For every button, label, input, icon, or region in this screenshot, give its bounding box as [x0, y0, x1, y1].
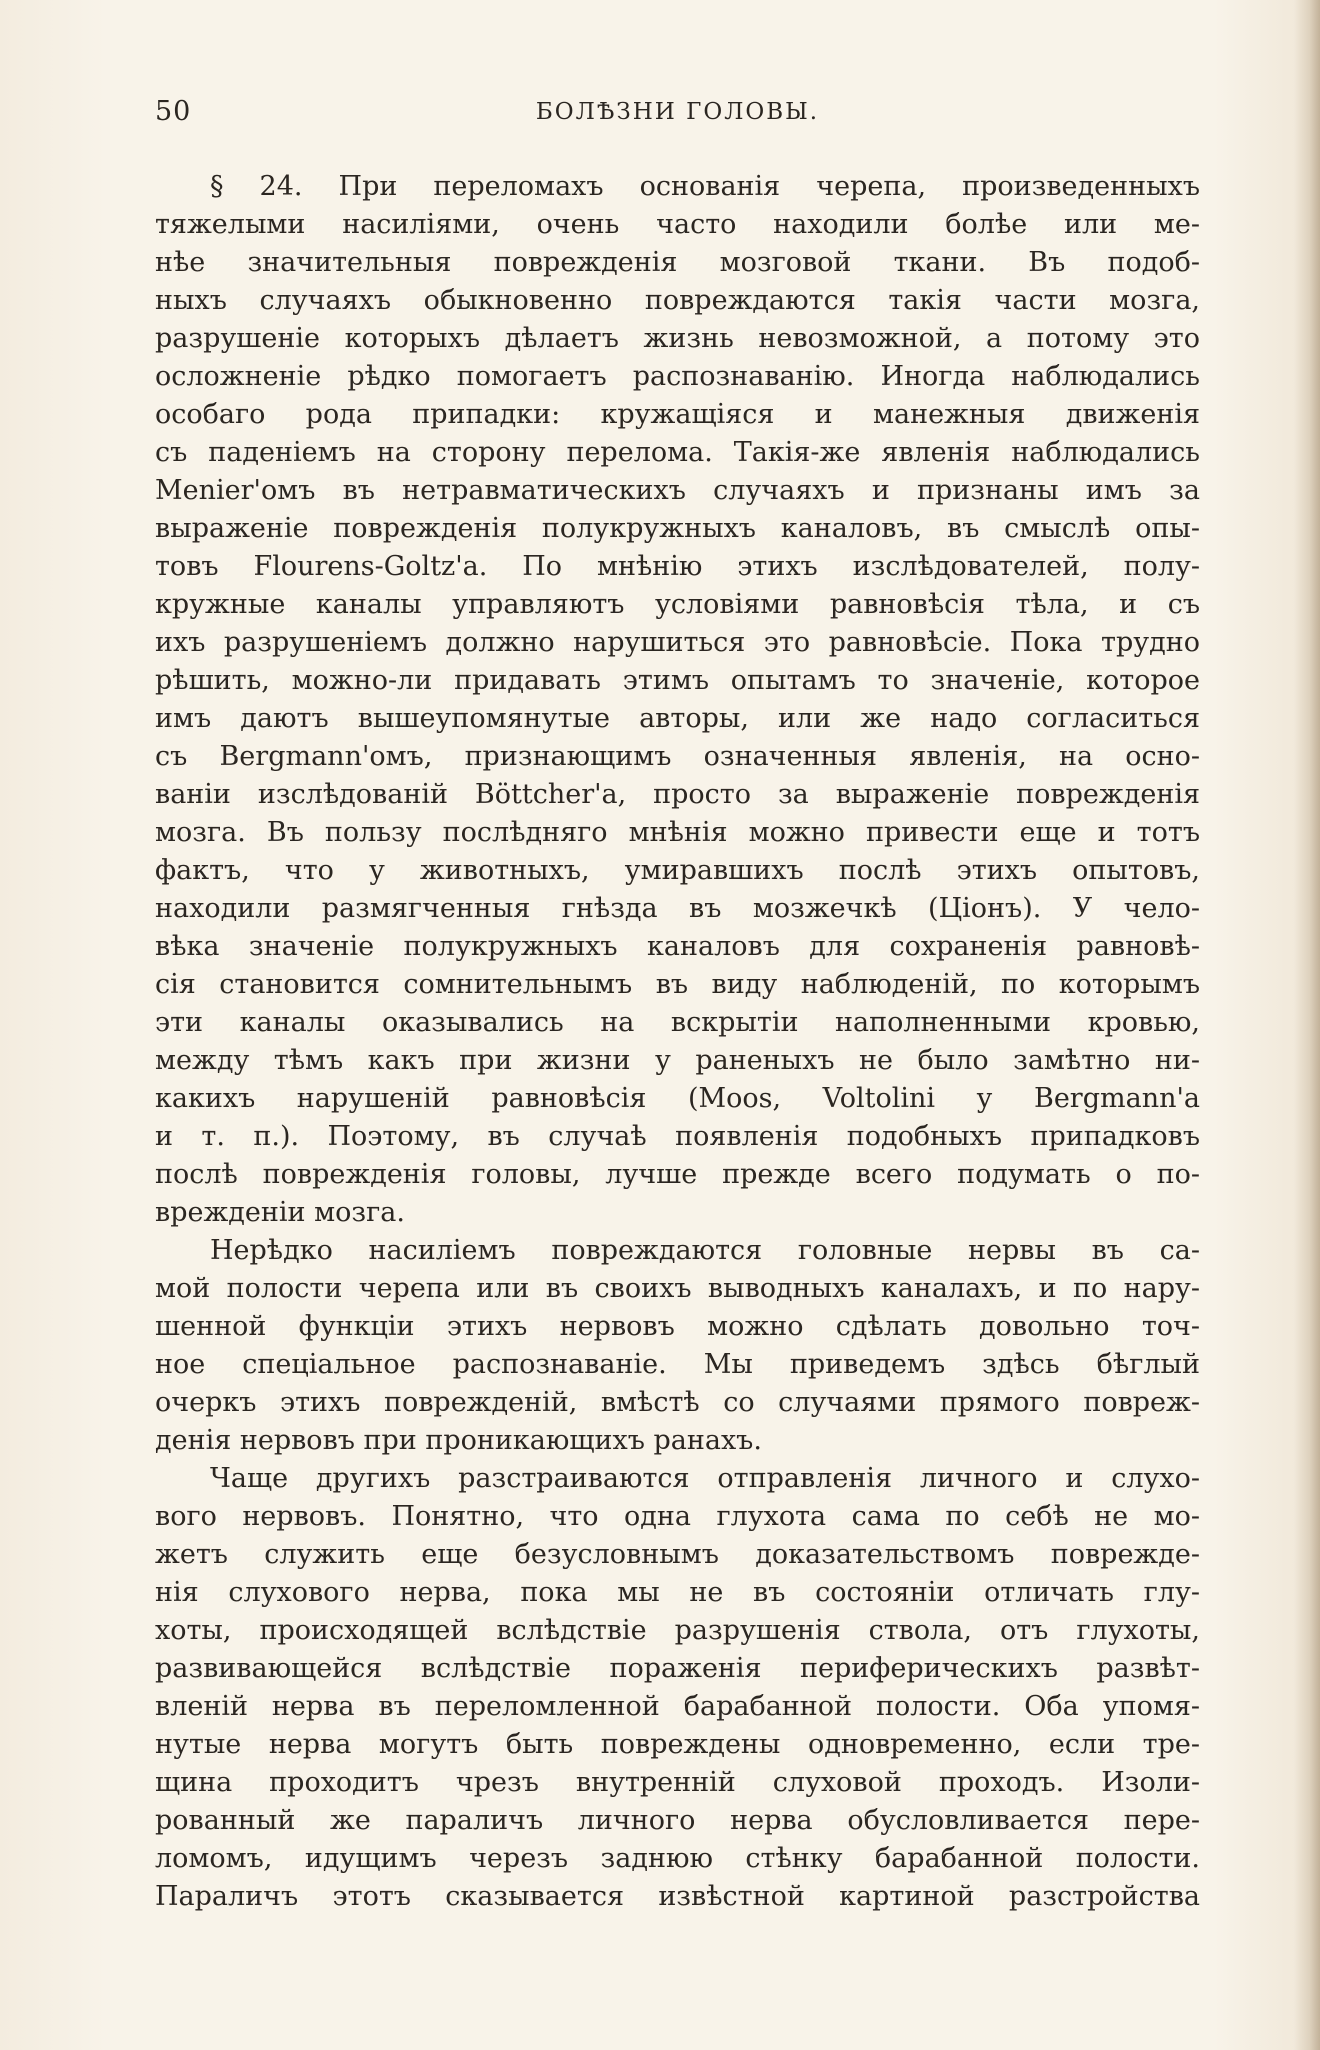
text-line: Menier'омъ въ нетравматическихъ случаяхъ и признаны имъ за [155, 475, 1200, 506]
page-edge-shadow [1294, 0, 1320, 2050]
body-text [155, 168, 1200, 1916]
text-line: выраженіе поврежденія полукружныхъ каналовъ, въ смыслѣ опы- [155, 513, 1200, 544]
text-line: мой полости черепа или въ своихъ выводныхъ каналахъ, и по нару- [155, 1273, 1200, 1304]
text-line: ное спеціальное распознаваніе. Мы приведемъ здѣсь бѣглый [155, 1349, 1200, 1380]
text-line: щина проходитъ чрезъ внутренній слуховой проходъ. Изоли- [155, 1767, 1200, 1798]
text-line: съ Bergmann'омъ, признающимъ означенныя явленія, на осно- [155, 741, 1200, 772]
text-line: ваніи изслѣдованій Böttcher'a, просто за выраженіе поврежденія [155, 779, 1200, 810]
text-line: врежденіи мозга. [155, 1197, 405, 1228]
text-line: тяжелыми насиліями, очень часто находили болѣе или ме- [155, 209, 1200, 240]
text-line: нутые нерва могутъ быть повреждены одновременно, если тре- [155, 1729, 1200, 1760]
text-line: ныхъ случаяхъ обыкновенно повреждаются такія части мозга, [155, 285, 1200, 316]
text-line: какихъ нарушеній равновѣсія (Moos, Voltolini у Bergmann'a [155, 1083, 1200, 1114]
text-line: между тѣмъ какъ при жизни у раненыхъ не было замѣтно ни- [155, 1045, 1200, 1076]
text-line: рѣшить, можно-ли придавать этимъ опытамъ то значеніе, которое [155, 665, 1200, 696]
text-line: денія нервовъ при проникающихъ ранахъ. [155, 1425, 762, 1456]
text-line: находили размягченныя гнѣзда въ мозжечкѣ (Ціонъ). У чело- [155, 893, 1200, 924]
text-line: эти каналы оказывались на вскрытіи наполненными кровью, [155, 1007, 1200, 1038]
text-line: Нерѣдко насиліемъ повреждаются головные нервы въ са- [210, 1235, 1200, 1266]
text-line: § 24. При переломахъ основанія черепа, произведенныхъ [210, 171, 1200, 202]
text-line: вого нервовъ. Понятно, что одна глухота сама по себѣ не мо- [155, 1501, 1200, 1532]
running-title: БОЛѢЗНИ ГОЛОВЫ. [535, 99, 820, 125]
text-line: послѣ поврежденія головы, лучше прежде всего подумать о по- [155, 1159, 1200, 1190]
text-line: имъ даютъ вышеупомянутые авторы, или же надо согласиться [155, 703, 1200, 734]
text-line: жетъ служить еще безусловнымъ доказательствомъ поврежде- [155, 1539, 1200, 1570]
page-number: 50 [155, 96, 192, 127]
text-line: хоты, происходящей вслѣдствіе разрушенія ствола, отъ глухоты, [155, 1615, 1200, 1646]
text-line: рованный же параличъ личного нерва обусловливается пере- [155, 1805, 1200, 1836]
text-line: вѣка значеніе полукружныхъ каналовъ для сохраненія равновѣ- [155, 931, 1200, 962]
text-line: нія слухового нерва, пока мы не въ состояніи отличать глу- [155, 1577, 1200, 1608]
text-line: съ паденіемъ на сторону перелома. Такія-же явленія наблюдались [155, 437, 1200, 468]
text-line: Параличъ этотъ сказывается извѣстной картиной разстройства [155, 1881, 1200, 1912]
text-line: товъ Flourens-Goltz'a. По мнѣнію этихъ изслѣдователей, полу- [155, 551, 1200, 582]
text-line: кружные каналы управляютъ условіями равновѣсія тѣла, и съ [155, 589, 1200, 620]
text-line: ломомъ, идущимъ черезъ заднюю стѣнку барабанной полости. [155, 1843, 1200, 1874]
text-line: и т. п.). Поэтому, въ случаѣ появленія подобныхъ припадковъ [155, 1121, 1200, 1152]
text-line: сія становится сомнительнымъ въ виду наблюденій, по которымъ [155, 969, 1200, 1000]
text-line: осложненіе рѣдко помогаетъ распознаванію. Иногда наблюдались [155, 361, 1200, 392]
text-line: Чаще другихъ разстраиваются отправленія личного и слухо- [210, 1463, 1200, 1494]
text-line: фактъ, что у животныхъ, умиравшихъ послѣ этихъ опытовъ, [155, 855, 1200, 886]
text-line: развивающейся вслѣдствіе пораженія периферическихъ развѣт- [155, 1653, 1200, 1684]
text-line: вленій нерва въ переломленной барабанной полости. Оба упомя- [155, 1691, 1200, 1722]
text-line: особаго рода припадки: кружащіяся и манежныя движенія [155, 399, 1200, 430]
text-line: шенной функціи этихъ нервовъ можно сдѣлать довольно точ- [155, 1311, 1200, 1342]
text-line: мозга. Въ пользу послѣдняго мнѣнія можно привести еще и тотъ [155, 817, 1200, 848]
page-header [155, 96, 1200, 136]
text-line: разрушеніе которыхъ дѣлаетъ жизнь невозможной, а потому это [155, 323, 1200, 354]
text-line: очеркъ этихъ поврежденій, вмѣстѣ со случаями прямого повреж- [155, 1387, 1200, 1418]
text-line: ихъ разрушеніемъ должно нарушиться это равновѣсіе. Пока трудно [155, 627, 1200, 658]
text-line: нѣе значительныя поврежденія мозговой ткани. Въ подоб- [155, 247, 1200, 278]
